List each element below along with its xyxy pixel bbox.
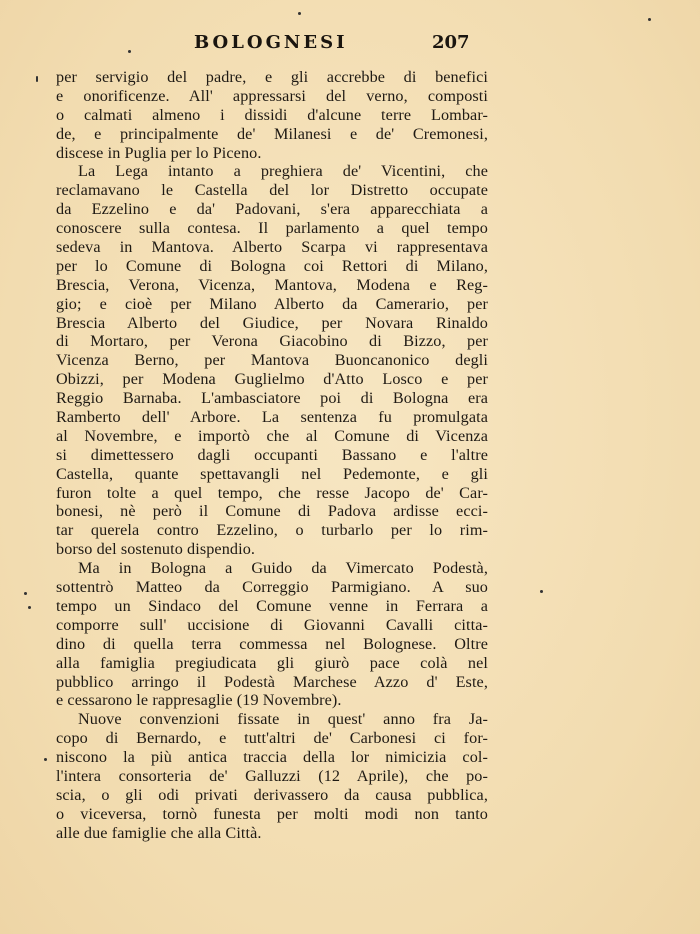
text-line: da Ezzelino e da' Padovani, s'era apparecchiata a	[56, 200, 488, 219]
text-line: e cessarono le rappresaglie (19 Novembre).	[56, 691, 342, 710]
ink-speck	[298, 12, 301, 15]
text-line: o calmati almeno i dissidi d'alcune terre Lombar-	[56, 105, 488, 124]
text-line: copo di Bernardo, e tutt'altri de' Carbonesi ci for-	[56, 729, 488, 748]
text-line: Castella, quante spettavangli nel Pedemonte, e gli	[56, 464, 488, 483]
text-line: di Mortaro, per Verona Giacobino di Bizzo, per	[56, 332, 488, 351]
text-line: bonesi, nè però il Comune di Padova ardisse ecci-	[56, 502, 488, 521]
text-line: niscono la più antica traccia della lor nimicizia col-	[56, 748, 488, 767]
text-line: e onorificenze. All' appressarsi del verno, composti	[56, 86, 488, 105]
ink-speck	[28, 606, 31, 609]
text-line: Ma in Bologna a Guido da Vimercato Podestà,	[78, 559, 488, 578]
text-line: Nuove convenzioni fissate in quest' anno fra Ja-	[78, 710, 488, 729]
text-line: conoscere sulla contesa. Il parlamento a quel tempo	[56, 219, 488, 238]
text-line: comporre sull' uccisione di Giovanni Cavalli citta-	[56, 615, 488, 634]
text-line: Brescia Alberto del Giudice, per Novara Rinaldo	[56, 313, 488, 332]
running-title: BOLOGNESI	[194, 32, 348, 53]
text-line: Ramberto dell' Arbore. La sentenza fu promulgata	[56, 408, 488, 427]
text-line: Reggio Barnaba. L'ambasciatore poi di Bologna era	[56, 389, 488, 408]
text-line: de, e principalmente de' Milanesi e de' Cremonesi,	[56, 124, 488, 143]
text-line: Brescia, Verona, Vicenza, Mantova, Modena e Reg-	[56, 275, 488, 294]
text-line: reclamavano le Castella del lor Distretto occupate	[56, 181, 488, 200]
text-line: per servigio del padre, e gli accrebbe di benefici	[56, 68, 488, 86]
text-line: l'intera consorteria de' Galluzzi (12 Aprile), che po-	[56, 766, 488, 785]
text-line: Vicenza Berno, per Mantova Buoncanonico degli	[56, 351, 488, 370]
text-line: furon tolte a quel tempo, che resse Jacopo de' Car-	[56, 483, 488, 502]
text-line: sedeva in Mantova. Alberto Scarpa vi rappresentava	[56, 238, 488, 257]
body-text	[56, 68, 488, 843]
text-line: La Lega intanto a preghiera de' Vicentini, che	[78, 162, 488, 181]
text-line: alle due famiglie che alla Città.	[56, 823, 262, 842]
text-line: per lo Comune di Bologna coi Rettori di Milano,	[56, 256, 488, 275]
text-line: gio; e cioè per Milano Alberto da Camerario, per	[56, 294, 488, 313]
ink-speck	[36, 76, 38, 82]
text-line: si dimettessero dagli occupanti Bassano e l'altre	[56, 445, 488, 464]
ink-speck	[648, 18, 651, 21]
text-line: borso del sostenuto dispendio.	[56, 540, 256, 559]
text-line: al Novembre, e importò che al Comune di Vicenza	[56, 426, 488, 445]
text-line: dino di quella terra commessa nel Bolognese. Oltre	[56, 634, 488, 653]
text-line: pubblico arringo il Podestà Marchese Azzo d' Este,	[56, 672, 488, 691]
page-header	[56, 32, 486, 58]
ink-speck	[24, 592, 27, 595]
text-line: tempo un Sindaco del Comune venne in Ferrara a	[56, 596, 488, 615]
ink-speck	[44, 758, 47, 761]
text-line: o viceversa, tornò funesta per molti modi non tanto	[56, 804, 488, 823]
ink-speck	[540, 590, 543, 593]
text-line: Obizzi, per Modena Guglielmo d'Atto Losco e per	[56, 370, 488, 389]
page-number: 207	[432, 32, 470, 53]
text-line: sottentrò Matteo da Correggio Parmigiano. A suo	[56, 578, 488, 597]
text-line: tar querela contro Ezzelino, o turbarlo per lo rim-	[56, 521, 488, 540]
text-line: scia, o gli odi privati derivassero da causa pubblica,	[56, 785, 488, 804]
text-line: discese in Puglia per lo Piceno.	[56, 143, 262, 162]
text-line: alla famiglia pregiudicata gli giurò pace colà nel	[56, 653, 488, 672]
